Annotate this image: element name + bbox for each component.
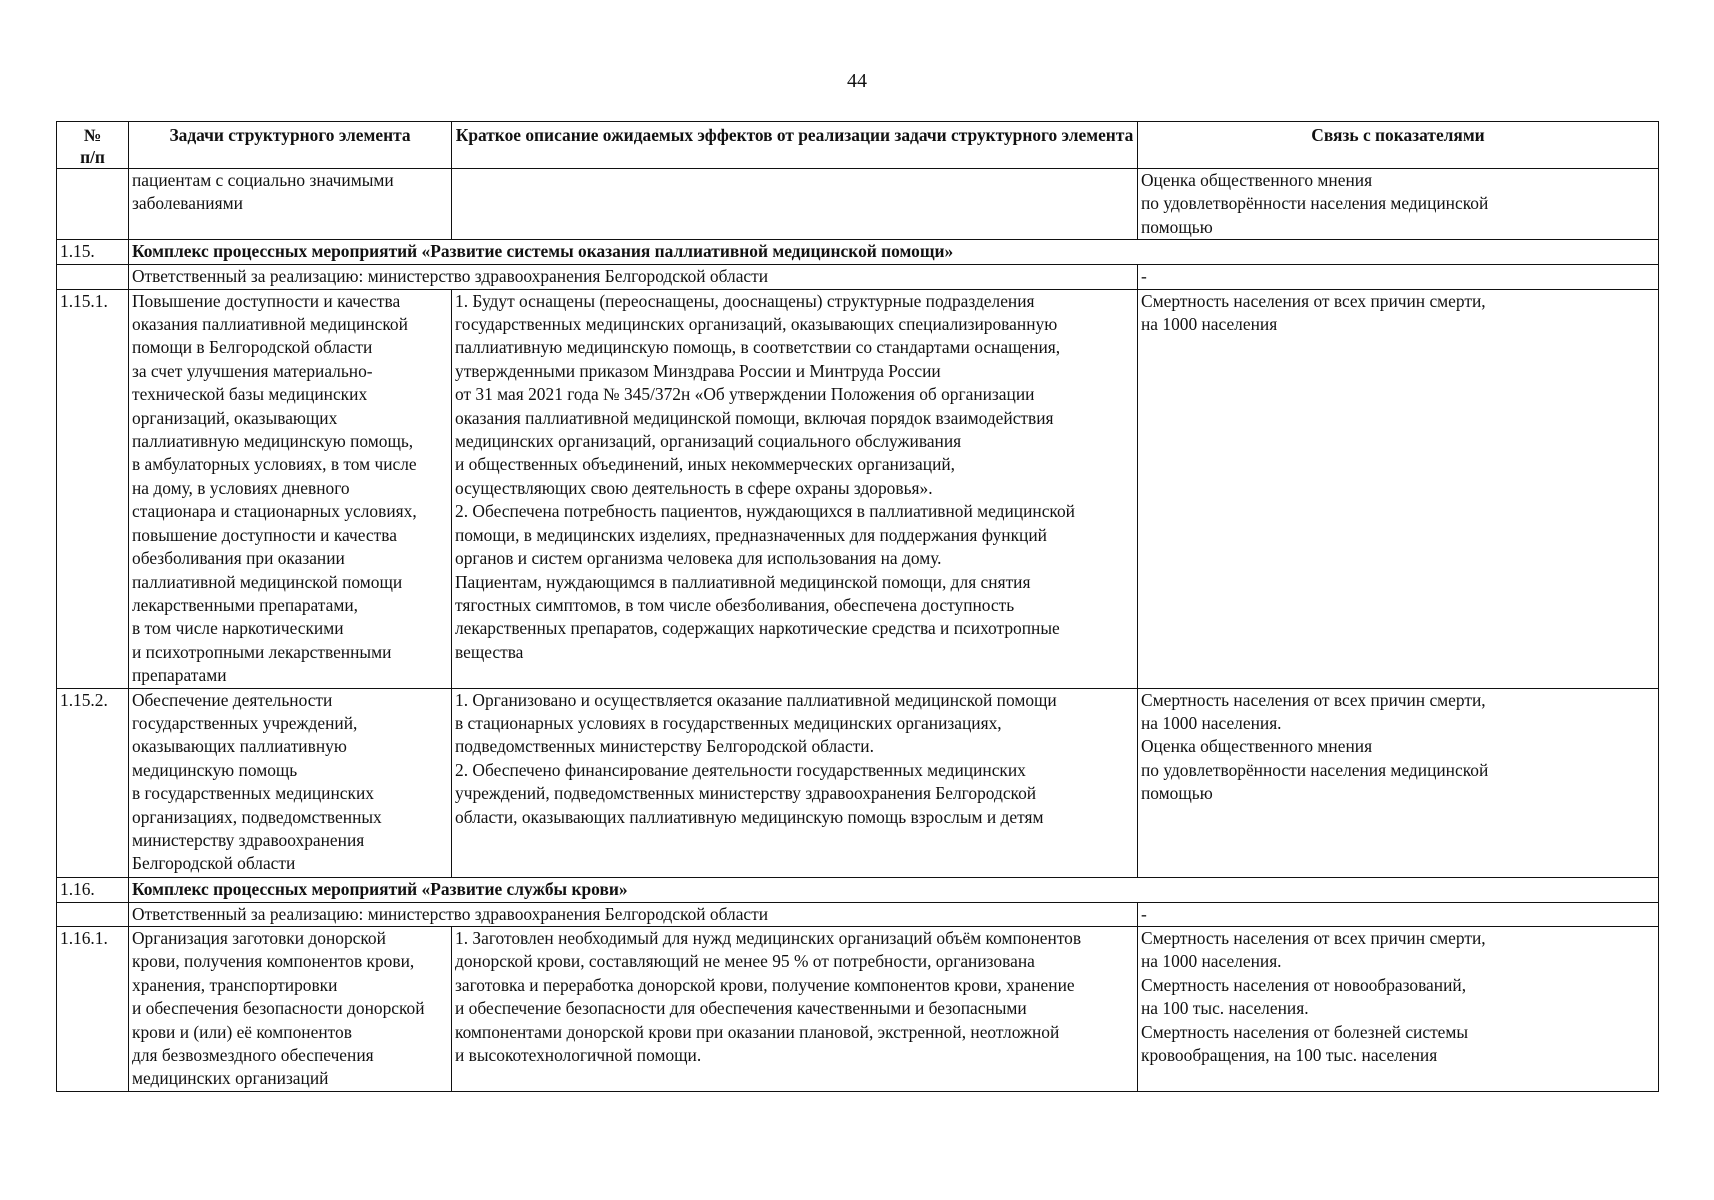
table-row [57,289,1659,688]
cell-num: 1.16.1. [57,926,129,1091]
header-indicators: Связь с показателями [1138,122,1659,169]
table-row-continuation [57,169,1659,240]
responsible-row [57,902,1659,926]
cell-task: пациентам с социально значимыми заболеваниями [129,169,452,240]
header-tasks: Задачи структурного элемента [129,122,452,169]
cell-num [57,902,129,926]
cell-indicators: Смертность населения от всех причин смерти, на 1000 населения [1138,289,1659,688]
section-title: Комплекс процессных мероприятий «Развитие системы оказания паллиативной медицинской помощи» [129,240,1659,265]
section-title: Комплекс процессных мероприятий «Развитие службы крови» [129,877,1659,902]
page-number: 44 [847,70,867,92]
cell-effects [452,169,1138,240]
responsible-indicator: - [1138,265,1659,289]
section-header-row [57,877,1659,902]
cell-task: Обеспечение деятельности государственных учреждений, оказывающих паллиативную медицинскую помощь в государственных медицинских организациях, подведомственных министерству здравоохранения Белгородской области [129,688,452,877]
cell-indicators: Смертность населения от всех причин смерти, на 1000 населения. Оценка общественного мнения по удовлетворённости населения медицинской помощью [1138,688,1659,877]
cell-task: Повышение доступности и качества оказания паллиативной медицинской помощи в Белгородской области за счет улучшения материально- технической базы медицинских организаций, оказывающих паллиативную медицинскую помощь, в амбулаторных условиях, в том числе на дому, в условиях дневного стационара и стационарных условиях, повышение доступности и качества обезболивания при оказании паллиативной медицинской помощи лекарственными препаратами, в том числе наркотическими и психотропными лекарственными препаратами [129,289,452,688]
responsible-text: Ответственный за реализацию: министерство здравоохранения Белгородской области [129,265,1138,289]
section-num: 1.16. [57,877,129,902]
measures-table [56,121,1659,1092]
cell-effects: 1. Заготовлен необходимый для нужд медицинских организаций объём компонентов донорской крови, составляющий не менее 95 % от потребности, организована заготовка и переработка донорской крови, получение компонентов крови, хранение и обеспечение безопасности для обеспечения качественными и безопасными компонентами донорской крови при оказании плановой, экстренной, неотложной и высокотехнологичной помощи. [452,926,1138,1091]
responsible-row [57,265,1659,289]
cell-num [57,265,129,289]
responsible-indicator: - [1138,902,1659,926]
header-num: № п/п [57,122,129,169]
table-row [57,688,1659,877]
responsible-text: Ответственный за реализацию: министерство здравоохранения Белгородской области [129,902,1138,926]
cell-effects: 1. Будут оснащены (переоснащены, дооснащены) структурные подразделения государственных медицинских организаций, оказывающих специализированную паллиативную медицинскую помощь, в соответствии со стандартами оснащения, утвержденными приказом Минздрава России и Минтруда России от 31 мая 2021 года № 345/372н «Об утверждении Положения об организации оказания паллиативной медицинской помощи, включая порядок взаимодействия медицинских организаций, организаций социального обслуживания и общественных объединений, иных некоммерческих организаций, осуществляющих свою деятельность в сфере охраны здоровья». 2. Обеспечена потребность пациентов, нуждающихся в паллиативной медицинской помощи, в медицинских изделиях, предназначенных для поддержания функций органов и систем организма человека для использования на дому. Пациентам, нуждающимся в паллиативной медицинской помощи, для снятия тягостных симптомов, в том числе обезболивания, обеспечена доступность лекарственных препаратов, содержащих наркотические средства и психотропные вещества [452,289,1138,688]
table-header-row [57,122,1659,169]
cell-effects: 1. Организовано и осуществляется оказание паллиативной медицинской помощи в стационарных условиях в государственных медицинских организациях, подведомственных министерству Белгородской области. 2. Обеспечено финансирование деятельности государственных медицинских учреждений, подведомственных министерству здравоохранения Белгородской области, оказывающих паллиативную медицинскую помощь взрослым и детям [452,688,1138,877]
cell-num: 1.15.2. [57,688,129,877]
header-effects: Краткое описание ожидаемых эффектов от реализации задачи структурного элемента [452,122,1138,169]
table-row [57,926,1659,1091]
section-header-row [57,240,1659,265]
cell-num [57,169,129,240]
cell-indicators: Оценка общественного мнения по удовлетворённости населения медицинской помощью [1138,169,1659,240]
section-num: 1.15. [57,240,129,265]
cell-num: 1.15.1. [57,289,129,688]
cell-indicators: Смертность населения от всех причин смерти, на 1000 населения. Смертность населения от новообразований, на 100 тыс. населения. Смертность населения от болезней системы кровообращения, на 100 тыс. населения [1138,926,1659,1091]
cell-task: Организация заготовки донорской крови, получения компонентов крови, хранения, транспортировки и обеспечения безопасности донорской крови и (или) её компонентов для безвозмездного обеспечения медицинских организаций [129,926,452,1091]
